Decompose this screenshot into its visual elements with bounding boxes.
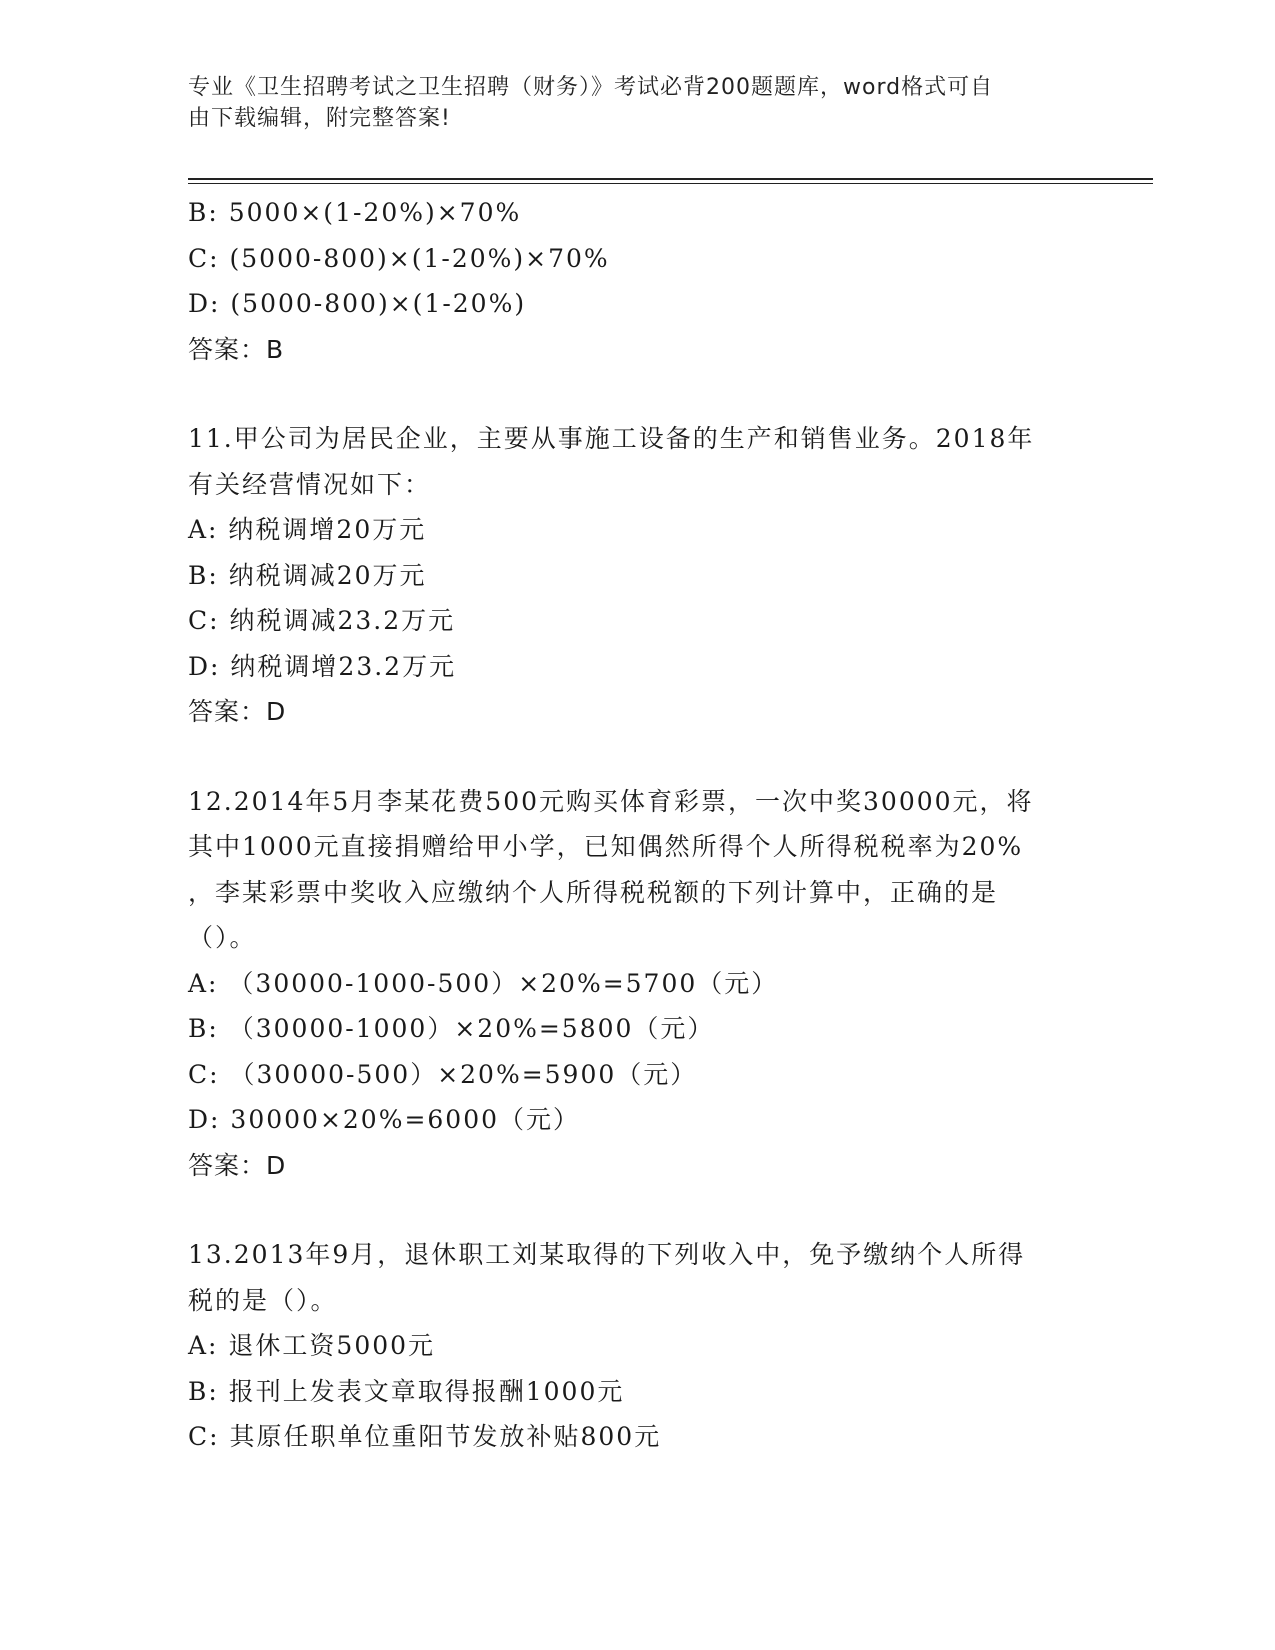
question-content <box>188 190 1088 1460</box>
q11-option-a: A: 纳税调增20万元 <box>188 515 427 544</box>
q13-option-a: A: 退休工资5000元 <box>188 1331 436 1360</box>
q12-answer: 答案：D <box>188 1150 287 1180</box>
q13-stem-line-2: 税的是（）。 <box>188 1285 338 1315</box>
q12-stem-line-3: ，李某彩票中奖收入应缴纳个人所得税税额的下列计算中，正确的是 <box>188 877 999 907</box>
q12-option-a: A: （30000-1000-500）×20%=5700（元） <box>188 968 779 998</box>
q10-option-b: B: 5000×(1-20%)×70% <box>188 198 522 227</box>
question-10 <box>188 190 1088 372</box>
spacer <box>188 735 1088 779</box>
q12-stem-line-4: （）。 <box>188 923 257 952</box>
header-divider-thin <box>188 183 1153 184</box>
q13-option-b: B: 报刊上发表文章取得报酬1000元 <box>188 1376 625 1406</box>
q11-stem-line-1: 11.甲公司为居民企业，主要从事施工设备的生产和销售业务。2018年 <box>188 424 1035 453</box>
q13-option-c: C: 其原任职单位重阳节发放补贴800元 <box>188 1422 662 1451</box>
q10-option-c: C: (5000-800)×(1-20%)×70% <box>188 243 610 273</box>
q12-stem-line-2: 其中1000元直接捐赠给甲小学，已知偶然所得个人所得税税率为20% <box>188 832 1024 861</box>
q11-option-d: D: 纳税调增23.2万元 <box>188 651 457 681</box>
question-13 <box>188 1232 1088 1460</box>
q12-option-c: C: （30000-500）×20%=5900（元） <box>188 1059 698 1089</box>
spacer <box>188 1188 1088 1232</box>
question-11 <box>188 416 1088 735</box>
q11-option-b: B: 纳税调减20万元 <box>188 560 427 590</box>
q13-stem-line-1: 13.2013年9月，退休职工刘某取得的下列收入中，免予缴纳个人所得 <box>188 1240 1026 1269</box>
spacer <box>188 372 1088 416</box>
header-line-1: 专业《卫生招聘考试之卫生招聘（财务）》考试必背200题题库，word格式可自 <box>188 75 994 100</box>
q12-option-b: B: （30000-1000）×20%=5800（元） <box>188 1014 715 1043</box>
header-divider-thick <box>188 178 1153 180</box>
question-12 <box>188 779 1088 1189</box>
q11-answer: 答案：D <box>188 697 287 726</box>
q11-option-c: C: 纳税调减23.2万元 <box>188 606 456 635</box>
document-header <box>188 72 1068 134</box>
q11-stem-line-2: 有关经营情况如下： <box>188 469 432 499</box>
q10-option-d: D: (5000-800)×(1-20%) <box>188 289 527 318</box>
q12-stem-line-1: 12.2014年5月李某花费500元购买体育彩票，一次中奖30000元，将 <box>188 786 1034 816</box>
q10-answer: 答案：B <box>188 334 285 364</box>
header-line-2: 由下载编辑，附完整答案! <box>188 106 451 131</box>
q12-option-d: D: 30000×20%=6000（元） <box>188 1105 581 1134</box>
